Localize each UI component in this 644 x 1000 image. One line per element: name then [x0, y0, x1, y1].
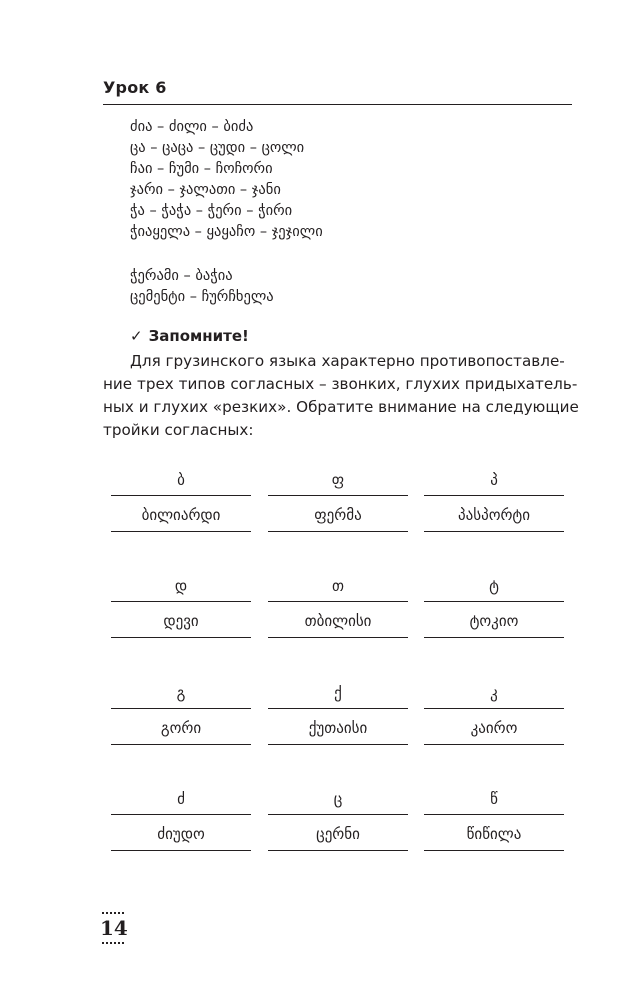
- triad-cell: [424, 573, 564, 653]
- rule-bottom: [424, 744, 564, 745]
- paragraph-line: ние трех типов согласных – звонких, глухих придыхатель-: [103, 375, 578, 393]
- header-rule: [103, 104, 572, 105]
- example-word: ფერმა: [314, 506, 362, 524]
- paragraph-line: ных и глухих «резких». Обратите внимание на следующие: [103, 398, 579, 416]
- example-word: გორი: [160, 719, 202, 737]
- rule-bottom: [268, 531, 408, 532]
- letter: ძ: [177, 790, 185, 808]
- example-word: კაირო: [470, 719, 518, 737]
- word-line: ჩაი – ჩუმი – ჩოჩორი: [130, 161, 273, 177]
- word-line: ჭა – ჭაჭა – ჭერი – ჭირი: [130, 203, 293, 219]
- rule-bottom: [424, 531, 564, 532]
- checkmark-icon: ✓: [130, 327, 143, 345]
- triad-cell: [111, 573, 251, 653]
- paragraph-line: тройки согласных:: [103, 421, 254, 439]
- example-word: ქუთაისი: [308, 719, 368, 737]
- rule-top: [424, 708, 564, 709]
- letter: ქ: [334, 684, 342, 702]
- word-lines-2: [130, 266, 570, 308]
- triad-cell: [111, 786, 251, 866]
- letter: პ: [490, 471, 498, 489]
- rule-bottom: [268, 744, 408, 745]
- page-number: [100, 912, 130, 944]
- dotted-rule-top: [102, 912, 124, 914]
- triad-cell: [111, 467, 251, 547]
- rule-bottom: [111, 744, 251, 745]
- header-title: Урок 6: [103, 78, 167, 97]
- example-word: ცერნი: [316, 825, 360, 843]
- letter: დ: [174, 577, 188, 595]
- example-word: დევი: [163, 612, 199, 630]
- word-line: ჭერამი – ბაჭია: [130, 268, 233, 284]
- rule-top: [424, 495, 564, 496]
- rule-top: [268, 814, 408, 815]
- word-line: ცემენტი – ჩურჩხელა: [130, 289, 274, 305]
- remember-heading: [130, 327, 249, 345]
- rule-top: [424, 601, 564, 602]
- example-word: წიწილა: [466, 825, 522, 843]
- rule-top: [268, 495, 408, 496]
- triad-cell: [268, 680, 408, 760]
- triad-cell: [424, 680, 564, 760]
- letter: თ: [331, 577, 344, 595]
- example-word: თბილისი: [304, 612, 372, 630]
- rule-bottom: [424, 637, 564, 638]
- word-line: ცა – ცაცა – ცუდი – ცოლი: [130, 140, 305, 156]
- letter: გ: [176, 684, 186, 702]
- rule-bottom: [111, 637, 251, 638]
- remember-paragraph: [103, 350, 577, 442]
- rule-top: [268, 708, 408, 709]
- rule-top: [111, 601, 251, 602]
- example-word: პასპორტი: [458, 506, 530, 524]
- page-number-text: 14: [100, 916, 128, 940]
- rule-top: [268, 601, 408, 602]
- letter: ფ: [331, 471, 345, 489]
- letter: წ: [490, 790, 498, 808]
- rule-top: [111, 708, 251, 709]
- triad-cell: [268, 573, 408, 653]
- example-word: ბილიარდი: [141, 506, 221, 524]
- triad-cell: [424, 467, 564, 547]
- word-line: ჭიაყელა – ყაყაჩო – ჯეჯილი: [130, 224, 323, 240]
- remember-title: Запомните!: [148, 327, 249, 345]
- rule-bottom: [111, 850, 251, 851]
- example-word: ძიუდო: [157, 825, 205, 843]
- letter: ც: [333, 790, 343, 808]
- example-word: ტოკიო: [469, 612, 519, 630]
- triad-cell: [424, 786, 564, 866]
- triad-cell: [111, 680, 251, 760]
- rule-bottom: [268, 637, 408, 638]
- triad-cell: [268, 467, 408, 547]
- rule-top: [111, 814, 251, 815]
- word-line: ჯარი – ჯალათი – ჯანი: [130, 182, 281, 198]
- word-lines: [130, 117, 570, 243]
- letter: ბ: [177, 471, 185, 489]
- rule-top: [111, 495, 251, 496]
- letter: ტ: [489, 577, 499, 595]
- dotted-rule-bottom: [102, 942, 124, 944]
- letter: კ: [490, 684, 498, 702]
- rule-bottom: [424, 850, 564, 851]
- rule-bottom: [111, 531, 251, 532]
- paragraph-line: Для грузинского языка характерно противопоставле-: [130, 352, 565, 370]
- triad-cell: [268, 786, 408, 866]
- rule-top: [424, 814, 564, 815]
- word-line: ძია – ძილი – ბიძა: [130, 119, 254, 135]
- rule-bottom: [268, 850, 408, 851]
